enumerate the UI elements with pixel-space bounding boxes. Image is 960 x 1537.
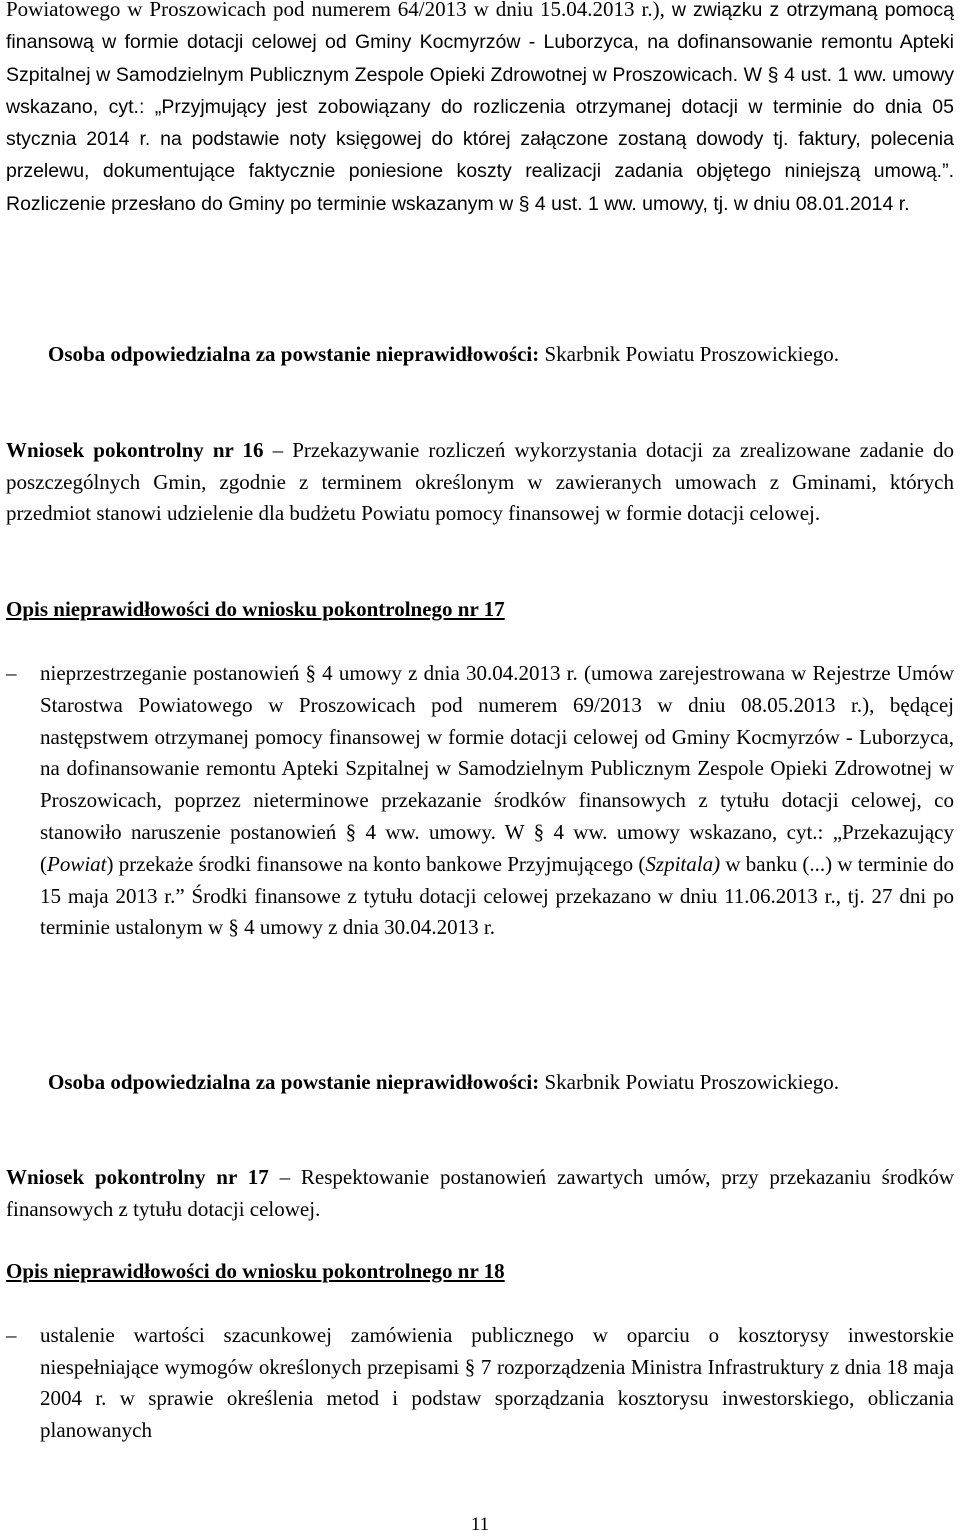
section-heading-18: Opis nieprawidłowości do wniosku pokontrolnego nr 18	[6, 1259, 505, 1283]
continuation-paragraph	[6, 0, 954, 220]
recommendation-17-text: – Respektowanie postanowień zawartych umów, przy przekazaniu środków finansowych z tytułu dotacji celowej.	[6, 1165, 955, 1221]
irregularity-item-17	[40, 658, 954, 944]
recommendation-16	[6, 435, 954, 530]
responsible-label-2: Osoba odpowiedzialna za powstanie nieprawidłowości:	[48, 1070, 540, 1094]
list-dash-17: –	[6, 661, 17, 685]
page-number: 11	[470, 1514, 490, 1535]
item-18-text: ustalenie wartości szacunkowej zamówienia publicznego w oparciu o kosztorysy inwestorskie niespełniające wymogów określonych przepisami § 7 rozporządzenia Ministra Infrastruktury z dnia 18 maja 2004 r. w sprawie określenia metod i podstaw sporządzania kosztorysu inwestorskiego, obliczania planowanych	[40, 1323, 954, 1442]
responsible-value: Skarbnik Powiatu Proszowickiego.	[539, 342, 840, 366]
responsible-person-note-2	[48, 1066, 954, 1099]
item-17-text-c: w banku (...) w terminie do 15 maja 2013 r.” Środki finansowe z tytułu dotacji celowej przekazano w dniu 11.06.2013 r., tj. 27 dni po terminie ustalonym w § 4 umowy z dnia 30.04.2013 r.	[40, 851, 954, 940]
recommendation-16-label: Wniosek pokontrolny nr 16	[6, 438, 264, 462]
item-17-text-b: ) przekaże środki finansowe na konto bankowe Przyjmującego (	[106, 851, 646, 876]
item-17-italic-powiat: Powiat	[47, 851, 107, 876]
paragraph-body: w związku z otrzymaną pomocą finansową w formie dotacji celowej od Gminy Kocmyrzów - Luborzyca, na dofinansowanie remontu Apteki Szpitalnej w Samodzielnym Publicznym Zespole Opieki Zdrowotnej w Proszowicach. W § 4 ust. 1 ww. umowy wskazano, cyt.: „Przyjmujący jest zobowiązany do rozliczenia otrzymanej dotacji w terminie do dnia 05 stycznia 2014 r. na podstawie noty księgowej do której załączone zostaną dowody tj. faktury, polecenia przelewu, dokumentujące faktycznie poniesione koszty realizacji zadania objętego niniejszą umową.”. Rozliczenie przesłano do Gminy po terminie wskazanym w § 4 ust. 1 ww. umowy, tj. w dniu 08.01.2014 r.	[6, 0, 954, 215]
list-dash-18: –	[6, 1323, 17, 1347]
responsible-person-note	[48, 338, 954, 371]
irregularity-item-18	[40, 1320, 954, 1446]
item-17-text-a: nieprzestrzeganie postanowień § 4 umowy z dnia 30.04.2013 r. (umowa zarejestrowana w Rejestrze Umów Starostwa Powiatowego w Proszowicach pod numerem 69/2013 w dniu 08.05.2013 r.), będącej następstwem otrzymanej pomocy finansowej w formie dotacji celowej od Gminy Kocmyrzów - Luborzyca, na dofinansowanie remontu Apteki Szpitalnej w Samodzielnym Publicznym Zespole Opieki Zdrowotnej w Proszowicach, poprzez nieterminowe przekazanie środków finansowych z tytułu dotacji celowej, co stanowiło naruszenie postanowień § 4 ww. umowy. W § 4 ww. umowy wskazano, cyt.: „Przekazujący (	[40, 661, 954, 876]
item-17-italic-szpitala: Szpitala)	[645, 851, 721, 876]
responsible-value-2: Skarbnik Powiatu Proszowickiego.	[539, 1070, 840, 1094]
recommendation-17-label: Wniosek pokontrolny nr 17	[6, 1165, 269, 1189]
section-heading-17: Opis nieprawidłowości do wniosku pokontrolnego nr 17	[6, 597, 505, 621]
recommendation-17	[6, 1162, 954, 1225]
responsible-label: Osoba odpowiedzialna za powstanie nieprawidłowości:	[48, 342, 540, 366]
paragraph-first-line: Powiatowego w Proszowicach pod numerem 64/2013 w dniu 15.04.2013 r.),	[6, 0, 665, 21]
recommendation-16-text: – Przekazywanie rozliczeń wykorzystania dotacji za zrealizowane zadanie do poszczególnych Gmin, zgodnie z terminem określonym w zawieranych umowach z Gminami, których przedmiot stanowi udzielenie dla budżetu Powiatu pomocy finansowej w formie dotacji celowej.	[6, 438, 954, 525]
